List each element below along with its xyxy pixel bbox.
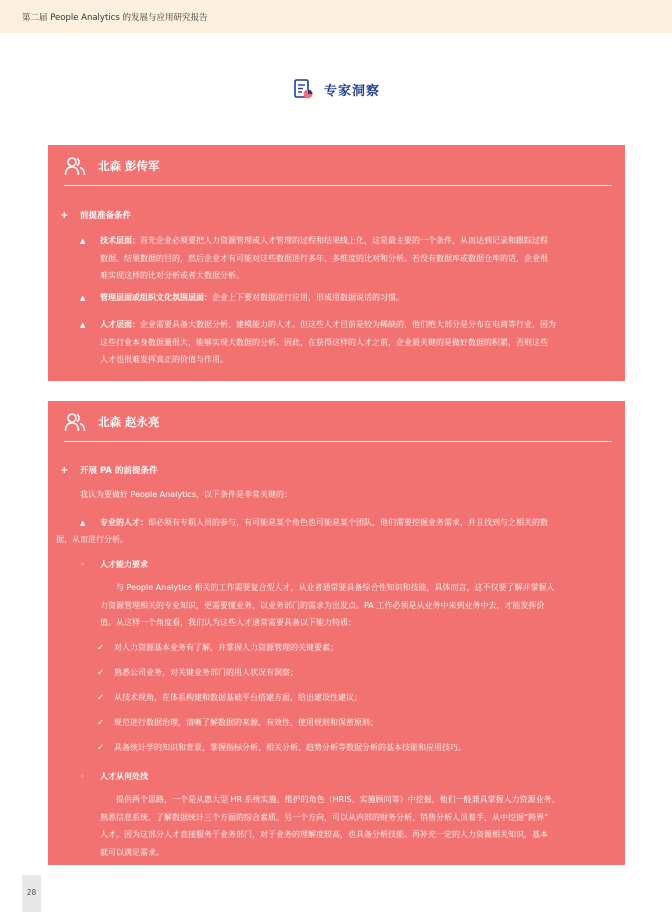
check-item: 规范进行数据治理，清晰了解数据的来源、有效性、使用规则和保密原则； (114, 718, 378, 727)
check-item: 具备统计学的知识和背景，掌握指标分析、相关分析、趋势分析等数据分析的基本技能和应用技巧。 (114, 743, 466, 752)
heading-bullet (60, 209, 131, 221)
header-title: 第二届 People Analytics 的发展与应用研究报告 (22, 13, 208, 23)
check-icon: ✓ (97, 643, 105, 653)
item-text: 难实现这样的比对分析或者大数据分析。 (100, 271, 244, 280)
para-line: 力资源管理相关的专业知识，更需要懂业务，以业务部门的需求为出发点。PA 工作必须是从业务中来到业务中去，才能发挥价 (100, 600, 545, 610)
check-icon: ✓ (97, 718, 105, 728)
para-line: 提供两个思路，一个是从惠大型 HR 系统实施、维护的角色（HRIS、实施顾问等）中挖掘，他们一般兼具掌握人力资源业务、 (116, 795, 560, 804)
circle-bullet-icon: ◦ (80, 772, 85, 781)
req-heading: 人才能力要求 (100, 560, 148, 569)
triangle-bullet-icon: ▲ (80, 519, 86, 527)
item-label: 技术层面： (100, 236, 140, 245)
pro-talent-line1 (100, 514, 548, 532)
item-text: 即必须有专职人员的参与，有可能是某个角色也可能是某个团队，他们需要挖掘业务需求，并且找到与之相关的数 (148, 518, 548, 527)
expert-name: 北森 赵永亮 (98, 415, 160, 429)
triangle-bullet-icon: ▲ (80, 321, 86, 329)
item-tech (100, 232, 620, 285)
item-text: 数据、结果数据的目的，然后企业才有可能对这些数据进行多年、多维度的比对和分析。若没有数据库或数据仓库的话，企业很 (100, 253, 548, 263)
card-divider (64, 441, 612, 442)
check-icon: ✓ (97, 743, 105, 753)
pro-talent-line2: 据，从而进行分析。 (56, 535, 128, 544)
para-line: 值。从这样一个角度看，我们认为这些人才通常需要具备以下能力特质： (100, 618, 356, 627)
item-label: 专业的人才： (100, 518, 148, 527)
check-icon: ✓ (97, 693, 105, 703)
card-header (64, 155, 160, 177)
item-label: 人才层面： (100, 320, 140, 329)
people-icon (64, 155, 86, 177)
src-paragraph (100, 791, 620, 861)
item-text: 这些行业本身数据量很大，能够实现大数据的分析。因此，在获得这样的人才之前，企业最关键的是做好数据的积累，否则这些 (100, 337, 548, 347)
card-heading: 开展 PA 的前提条件 (80, 466, 158, 476)
circle-bullet-icon: ◦ (80, 560, 85, 569)
item-text: 首先企业必须要把人力资源管理或人才管理的过程和结果线上化，这是最主要的一个条件，从而达到记录和跟踪过程 (140, 236, 548, 245)
triangle-bullet-icon: ▲ (80, 294, 86, 302)
check-icon: ✓ (97, 668, 105, 678)
plus-bullet-icon: + (60, 209, 69, 221)
item-talent (100, 316, 620, 369)
check-item: 对人力资源基本业务有了解，并掌握人力资源管理的关键要素； (114, 643, 338, 652)
intro-text: 我认为要做好 People Analytics，以下条件是非常关键的： (80, 490, 292, 499)
item-text: 企业需要具备大数据分析、建模能力的人才。但这些人才目前是较为稀缺的，他们绝大部分是分布在电商等行业，因为 (140, 320, 556, 329)
triangle-bullet-icon: ▲ (80, 237, 86, 245)
expert-card-2 (48, 401, 625, 865)
item-label: 管理层面或组织文化氛围层面： (100, 293, 212, 302)
page-number-tab (22, 875, 41, 912)
section-heading (0, 76, 672, 102)
people-icon (64, 411, 86, 433)
src-heading: 人才从何处找 (100, 772, 148, 781)
page-number: 28 (26, 888, 37, 897)
expert-card-1 (48, 145, 625, 381)
page-header (0, 0, 672, 33)
para-line: 就可以满足需求。 (100, 847, 164, 857)
expert-name: 北森 彭传军 (98, 159, 160, 173)
para-line: 熟悉信息系统、了解数据统计三个方面的综合素质。另一个方向，可以从内部的财务分析、销售分析人员着手，从中挖掘“跨界” (100, 812, 549, 822)
document-chart-icon (292, 78, 314, 100)
heading-bullet (60, 464, 157, 476)
item-text: 企业上下要对数据进行应用，形成用数据说话的习惯。 (212, 293, 404, 302)
card-heading: 前提准备条件 (80, 211, 132, 221)
check-item: 熟悉公司业务，对关键业务部门的用人状况有洞察； (114, 668, 298, 677)
para-line: 与 People Analytics 相关的工作需要复合型人才，从业者通常要具备综合性知识和技能，具体而言，这不仅要了解并掌握人 (116, 583, 555, 592)
card-header (64, 411, 160, 433)
card-divider (64, 185, 612, 186)
item-management (100, 289, 620, 307)
req-paragraph (100, 579, 620, 632)
item-text: 人才也很难发挥真正的价值与作用。 (100, 355, 228, 364)
check-item: 从技术视角，在体系构建和数据基础平台搭建方面，给出建设性建议； (114, 693, 362, 702)
plus-bullet-icon: + (60, 464, 69, 476)
para-line: 人才。因为这部分人才直接服务于业务部门，对于业务的理解度较高，也具备分析技能。再补充一定的人力资源相关知识，基本 (100, 830, 548, 839)
section-title: 专家洞察 (323, 83, 380, 99)
